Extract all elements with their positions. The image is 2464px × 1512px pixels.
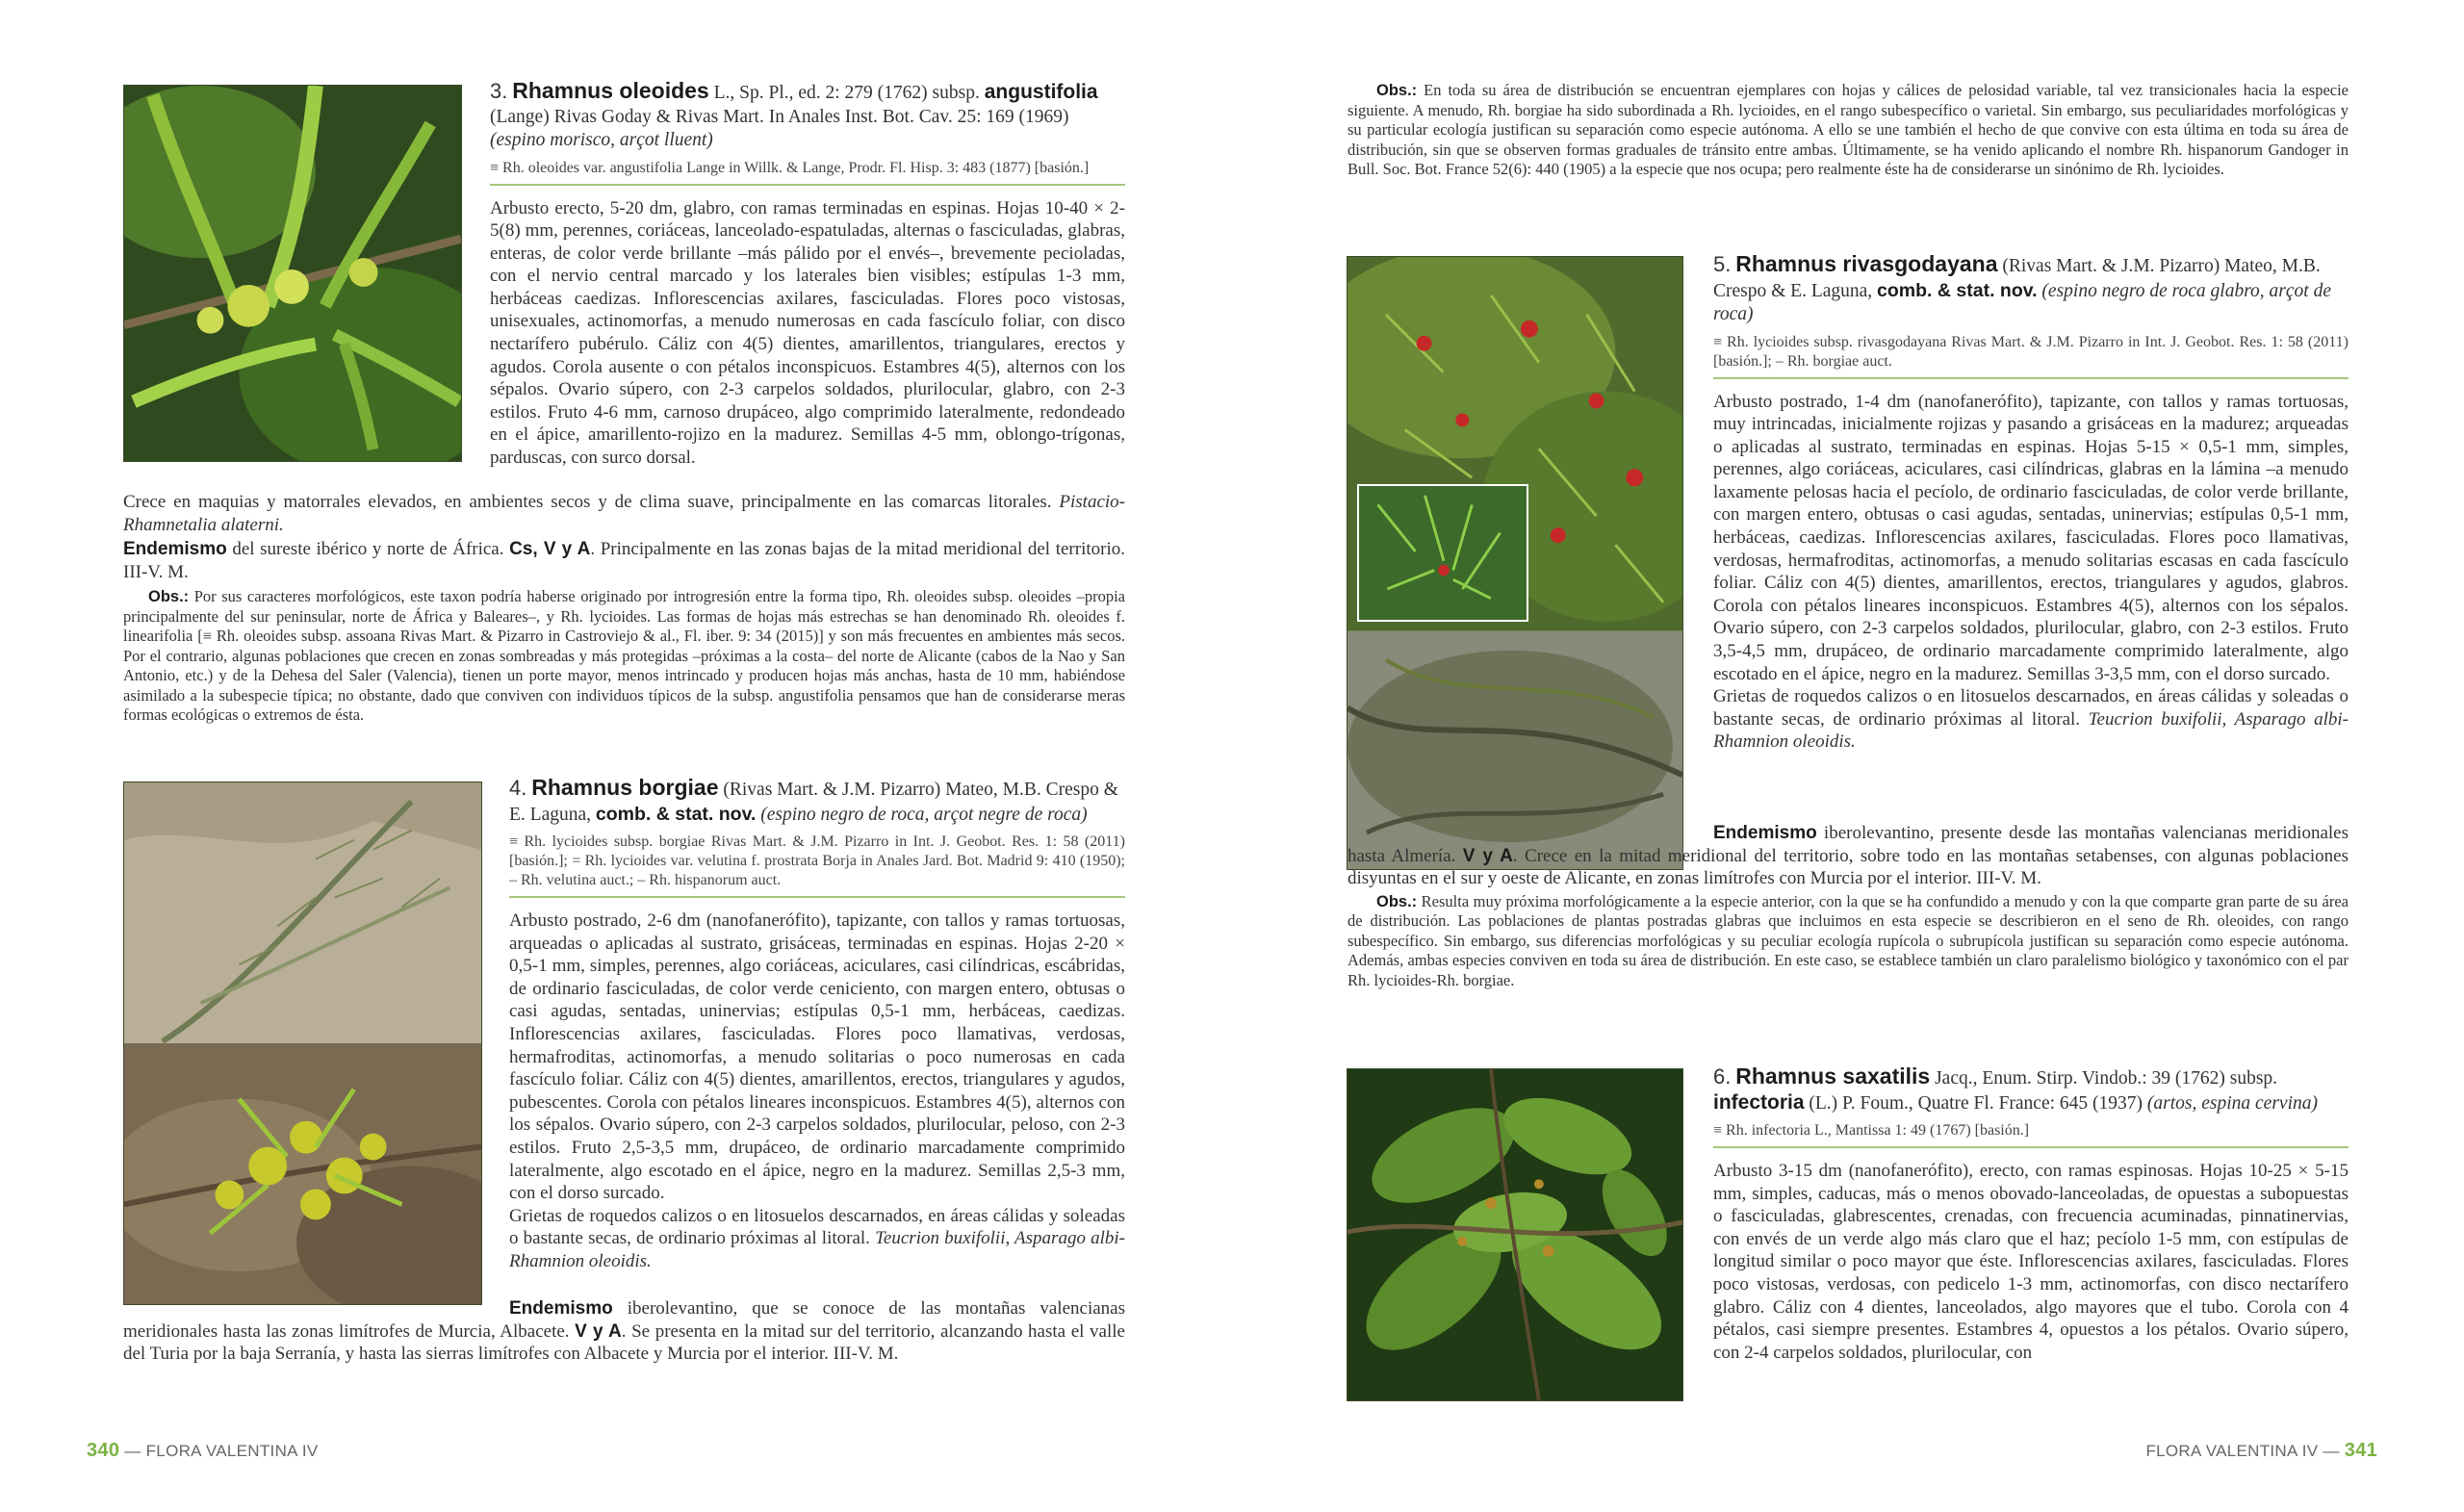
endemism-regions: Cs, V y A: [509, 539, 591, 560]
subspecies-authority: (L.) P. Foum., Quatre Fl. France: 645 (1937): [1804, 1092, 2147, 1114]
photo-rhamnus-saxatilis-image: [1348, 1069, 1682, 1400]
running-title: — FLORA VALENTINA IV: [119, 1442, 319, 1460]
common-names: (espino morisco, arçot lluent): [490, 130, 713, 150]
subspecies-authority: (Lange) Rivas Goday & Rivas Mart. In Anales Inst. Bot. Cav. 25: 169 (1969): [490, 106, 1069, 127]
photo-inset-detail: [1357, 484, 1528, 622]
endemism-text: [123, 1297, 1125, 1366]
species-name: Rhamnus saxatilis: [1735, 1064, 1931, 1089]
observations: [123, 587, 1125, 726]
species-number: 6.: [1713, 1064, 1732, 1089]
obs-text: Por sus caracteres morfológicos, este taxon podría haberse originado por introgresión entre la forma tipo, Rh. oleoides subsp. oleoides –propia principalmente del sur peninsular, norte de África y Baleares–, y Rh. lycioides. Las formas de hojas más estrechas se han denominado Rh. oleoides f. linearifolia [≡ Rh. oleoides subsp. assoana Rivas Mart. & Pizarro in Castroviejo & al., Fl. iber. 9: 34 (2015)] y son más frecuentes en ambientes más secos. Por el contrario, algunas poblaciones que crecen en zonas sombreadas y más protegidas –próximas a la costa– del norte de Alicante (cabos de la Nao y San Antonio, etc.) y de la Dehesa del Saler (Valencia), tienen un porte mayor, menos intrincado y producen hojas más anchas, hasta de 10 mm, habiéndose asimilado a la subespecie típica; no obstante, dado que conviven con individuos típicos de la subsp. angustifolia pensamos que han de considerarse meras formas ecológicas o extremos de ésta.: [123, 587, 1125, 725]
species-heading: [1713, 1064, 2348, 1115]
subspecies-name: angustifolia: [984, 81, 1098, 103]
endemism-regions: V y A: [1462, 845, 1513, 866]
endemism-label: Endemismo: [123, 539, 227, 560]
species-heading: [1713, 252, 2348, 327]
species-name: Rhamnus borgiae: [531, 775, 719, 800]
species-authority: (Rivas Mart. & J.M. Pizarro) Mateo, M.B. Crespo & E. Laguna,: [1713, 256, 2321, 301]
endemism-extra: . Se presenta en la mitad sur del territorio, alcanzando hasta el valle del Turia por la baja Serranía, y hasta las sierras limítrofes con Albacete y Murcia por el interior. III-V. M.: [123, 1320, 1125, 1365]
habitat-text: [509, 1205, 1125, 1273]
common-names: (espino negro de roca glabro, arçot de roca): [1713, 280, 2331, 324]
page-number: 340: [87, 1440, 120, 1461]
obs-text: En toda su área de distribución se encuentran ejemplares con hojas y cálices de pelosidad variable, tal vez transicionales hacia la especie siguiente. A menudo, Rh. borgiae ha sido subordinada a Rh. lycioides, en el rango subespecífico o varietal. Sin embargo, sus peculiaridades morfológicas y su particular ecología justifican su separación como especie autónoma. A ello se une también el hecho de que convive con esta última en toda su área de distribución, sin que se observen formas graduales de tránsito entre ambas. Últimamente, se ha venido aplicando el nombre Rh. hispanorum Gandoger in Bull. Soc. Bot. France 52(6): 440 (1905) a la especie que nos ocupa; pero realmente éste ha de considerarse un sinónimo de Rh. lycioides.: [1348, 81, 2348, 178]
entry-rhamnus-borgiae: [509, 776, 1125, 1273]
endemism-main: del sureste ibérico y norte de África.: [226, 539, 510, 560]
species-name: Rhamnus rivasgodayana: [1735, 251, 1998, 276]
entry-rhamnus-rivasgodayana: [1713, 252, 2348, 754]
obs-label: Obs.:: [1376, 892, 1418, 910]
species-heading: [490, 79, 1125, 153]
endemism-main: iberolevantino, presente desde las montañas valencianas meridionales hasta Almería.: [1348, 823, 2348, 866]
nomenclature-status: comb. & stat. nov.: [1877, 279, 2038, 301]
endemism-regions: V y A: [575, 1320, 622, 1342]
subspecies-name: infectoria: [1713, 1090, 1805, 1114]
common-names: (espino negro de roca, arçot negre de roca): [756, 804, 1088, 825]
endemism-text: [123, 538, 1125, 583]
species-description: Arbusto postrado, 1-4 dm (nanofanerófito), tapizante, con tallos y ramas tortuosas, muy intrincadas, inicialmente rojizas y pasando a grisáceas en la madurez; arqueadas o aplicadas al sustrato, terminadas en espinas. Hojas 5-15 × 0,5-1 mm, simples, perennes, algo coriáceas, aciculares, casi cilíndricas, glabras en la lámina –a menudo laxamente pelosas hacia el pecíolo, de ordinario fasciculadas, de color verde brillante, con margen entero, obtusas o casi agudas, sentadas, uninervias; estípulas 0,5-1 mm, herbáceas, caedizas. Inflorescencias axilares, fasciculadas. Flores poco llamativas, verdosas, hermafroditas, actinomorfas, a menudo solitarias escasas en cada fascículo foliar. Cáliz con 4(5) dientes, amarillentos, erectos, triangulares y agudos, glabros. Corola con pétalos lineares inconspicuos. Estambres 4(5), alternos con los sépalos. Ovario súpero, con 2-3 carpelos soldados, plurilocular, glabro, con 2-3 estilos. Fruto 3,5-4,5 mm, drupáceo, de ordinario marcadamente comprimido lateralmente, algo escotado en el ápice, negro en la madurez. Semillas 3-3,5 mm, con el dorso surcado.: [1713, 391, 2348, 684]
species-heading: [509, 776, 1125, 827]
endemism-extra: . Principalmente en las zonas bajas de la mitad meridional del territorio. III-V. M.: [123, 539, 1125, 582]
habitat-syntaxa: Pistacio-Rhamnetalia alaterni.: [123, 492, 1125, 535]
species-authority: Jacq., Enum. Stirp. Vindob.: 39 (1762) subsp.: [1930, 1068, 2278, 1089]
species-description: Arbusto 3-15 dm (nanofanerófito), erecto, con ramas espinosas. Hojas 10-25 × 5-15 mm, simples, caducas, más o menos obovado-lanceoladas, de opuestas a subopuestas o fasciculadas, glabrescentes, crenadas, con frecuencia acuminadas, pinnatinervias, con envés de un verde algo más claro que el haz; pecíolo 1-5 mm, con estípulas de longitud similar o poco mayor que éste. Inflorescencias axilares, fasciculadas. Flores poco vistosas, verdosas, con pedicelo 1-3 mm, actinomorfas, con disco nectarífero glabro. Cáliz con 4 dientes, lanceolados, algo mayores que el tubo. Corola con 4 pétalos, casi siempre presentes. Estambres 4, opuestos a los pétalos. Ovario súpero, con 2-4 carpelos soldados, plurilocular, con: [1713, 1161, 2348, 1363]
entry-rhamnus-saxatilis: [1713, 1064, 2348, 1364]
endemism-text: [1348, 822, 2348, 890]
entry-rhamnus-oleoides-ecology: [123, 491, 1125, 726]
page-footer-left: [87, 1440, 319, 1462]
synonymy: ≡ Rh. lycioides subsp. borgiae Rivas Mart. & J.M. Pizarro in Int. J. Geobot. Res. 1: 58 (2011) [basión.]; = Rh. lycioides var. velutina f. prostrata Borja in Anales Jard. Bot. Madrid 9: 410 (1950); – Rh. velutina auct.; – Rh. hispanorum auct.: [509, 833, 1125, 898]
observations: [1348, 892, 2348, 991]
species-number: 3.: [490, 79, 508, 103]
endemism-label: Endemismo: [509, 1298, 613, 1319]
page-footer-right: [2145, 1440, 2377, 1462]
endemism-extra: . Crece en la mitad meridional del territorio, sobre todo en las montañas setabenses, con algunas poblaciones disyuntas en el sur y oeste de Alicante, en zonas limítrofes con Murcia por el interior. III-V. M.: [1348, 845, 2348, 889]
entry-rhamnus-rivasgodayana-ecology: [1348, 822, 2348, 990]
endemism-label: Endemismo: [1713, 823, 1817, 843]
entry-rhamnus-borgiae-endemism: [123, 1297, 1125, 1366]
habitat-main: Grietas de roquedos calizos o en litosuelos descarnados, en áreas cálidas y soleadas o bastante secas, de ordinario próximas al litoral.: [509, 1205, 1125, 1249]
habitat-syntaxa: Teucrion buxifolii, Asparago albi-Rhamnion oleoidis.: [1713, 708, 2348, 753]
habitat-main: Crece en maquias y matorrales elevados, en ambientes secos y de clima suave, principalmente en las comarcas litorales.: [123, 492, 1060, 512]
species-authority: L., Sp. Pl., ed. 2: 279 (1762) subsp.: [708, 83, 985, 103]
entry-rhamnus-oleoides: [490, 79, 1125, 470]
endemism-main: iberolevantino, que se conoce de las montañas valencianas meridionales hasta las zonas limítrofes de Murcia, Albacete.: [123, 1298, 1125, 1342]
entry-rhamnus-borgiae-observations: [1348, 81, 2348, 180]
photo-inset-image: [1359, 486, 1527, 620]
obs-label: Obs.:: [1376, 82, 1418, 99]
common-names: (artos, espina cervina): [2146, 1092, 2318, 1114]
species-number: 5.: [1713, 252, 1732, 276]
habitat-text: [1713, 685, 2348, 754]
photo-rhamnus-saxatilis: [1347, 1068, 1683, 1401]
synonymy: ≡ Rh. infectoria L., Mantissa 1: 49 (1767) [basión.]: [1713, 1121, 2348, 1148]
species-number: 4.: [509, 776, 527, 800]
right-page: [1232, 0, 2464, 1512]
species-description: Arbusto erecto, 5-20 dm, glabro, con ramas terminadas en espinas. Hojas 10-40 × 2-5(8) mm, perennes, coriáceas, lanceolado-espatuladas, alternas o fasciculadas, glabras, enteras, de color verde brillante –más pálido por el envés–, brevemente pecioladas, con el nervio central marcado y los laterales bien visibles; estípulas 1-3 mm, herbáceas caedizas. Inflorescencias axilares, fasciculadas. Flores poco vistosas, unisexuales, actinomorfas, a menudo numerosas en cada fascículo foliar, con disco nectarífero pubérulo. Cáliz con 4(5) dientes, amarillentos, triangulares, erectos y agudos. Corola ausente o con pétalos inconspicuos. Estambres 4(5), alternos con los sépalos. Ovario súpero, con 2-3 carpelos soldados, plurilocular, glabro, con 2-3 estilos. Fruto 4-6 mm, carnoso drupáceo, algo comprimido lateralmente, redondeado en el ápice, amarillento-rojizo en la madurez. Semillas 4-5 mm, oblongo-trígonas, parduscas, con surco dorsal.: [490, 197, 1125, 469]
species-description: Arbusto postrado, 2-6 dm (nanofanerófito), tapizante, con tallos y ramas tortuosas, arqueadas o aplicadas al sustrato, grisáceas, terminadas en espinas. Hojas 2-20 × 0,5-1 mm, simples, perennes, algo coriáceas, aciculares, casi cilíndricas, escábridas, de ordinario fasciculadas, de color verde ceniciento, con margen entero, obtusas o casi agudas, sentadas, uninervias; estípulas 0,5-1 mm, herbáceas, caedizas. Inflorescencias axilares, fasciculadas. Flores poco llamativas, verdosas, hermafroditas, actinomorfas, a menudo solitarias o poco numerosas en cada fascículo foliar. Cáliz con 4(5) dientes, amarillentos, erectos, triangulares y agudos, pubescentes. Corola con pétalos lineares inconspicuos. Estambres 4(5), alternos con los sépalos. Ovario súpero, con 2-3 carpelos soldados, plurilocular, peloso, con 2-3 estilos. Fruto 2,5-3,5 mm, drupáceo, de ordinario marcadamente comprimido lateralmente, algo escotado en el ápice, negro en la madurez. Semillas 2,5-3 mm, con el dorso surcado.: [509, 910, 1125, 1204]
synonymy: ≡ Rh. lycioides subsp. rivasgodayana Rivas Mart. & J.M. Pizarro in Int. J. Geobot. Res. 1: 58 (2011) [basión.]; – Rh. borgiae auct.: [1713, 333, 2348, 379]
species-name: Rhamnus oleoides: [512, 78, 709, 103]
photo-rhamnus-oleoides-image: [124, 86, 461, 461]
habitat-text: [123, 491, 1125, 536]
running-title: FLORA VALENTINA IV —: [2145, 1442, 2345, 1460]
obs-text: Resulta muy próxima morfológicamente a la especie anterior, con la que se ha confundido a menudo y con la que comparte gran parte de su área de distribución. Las poblaciones de plantas postradas glabras que incluimos en esta especie se describieron en el seno de Rh. oleoides, con rango subespecífico. Sin embargo, sus diferencias morfológicas y su peculiar ecología rupícola o subrupícola justifican su separación como especie autónoma. Además, ambas especies conviven en toda su área de distribución. En este caso, se establece también un claro paralelismo biológico y taxonómico con el par Rh. lycioides-Rh. borgiae.: [1348, 891, 2348, 989]
species-authority: (Rivas Mart. & J.M. Pizarro) Mateo, M.B. Crespo & E. Laguna,: [509, 780, 1118, 825]
obs-label: Obs.:: [148, 588, 190, 606]
photo-rhamnus-borgiae-image: [124, 782, 481, 1304]
observations: [1348, 81, 2348, 180]
photo-rhamnus-borgiae: [123, 782, 482, 1305]
photo-rhamnus-rivasgodayana: [1347, 256, 1683, 870]
page-number: 341: [2344, 1440, 2377, 1461]
photo-rhamnus-oleoides: [123, 85, 462, 462]
habitat-syntaxa: Teucrion buxifolii, Asparago albi-Rhamnion oleoidis.: [509, 1228, 1126, 1271]
nomenclature-status: comb. & stat. nov.: [595, 803, 757, 825]
habitat-main: Grietas de roquedos calizos o en litosuelos descarnados, en áreas cálidas y soleadas o bastante secas, de ordinario próximas al litoral.: [1713, 686, 2348, 730]
synonymy: ≡ Rh. oleoides var. angustifolia Lange in Willk. & Lange, Prodr. Fl. Hisp. 3: 483 (1877) [basión.]: [490, 159, 1125, 186]
